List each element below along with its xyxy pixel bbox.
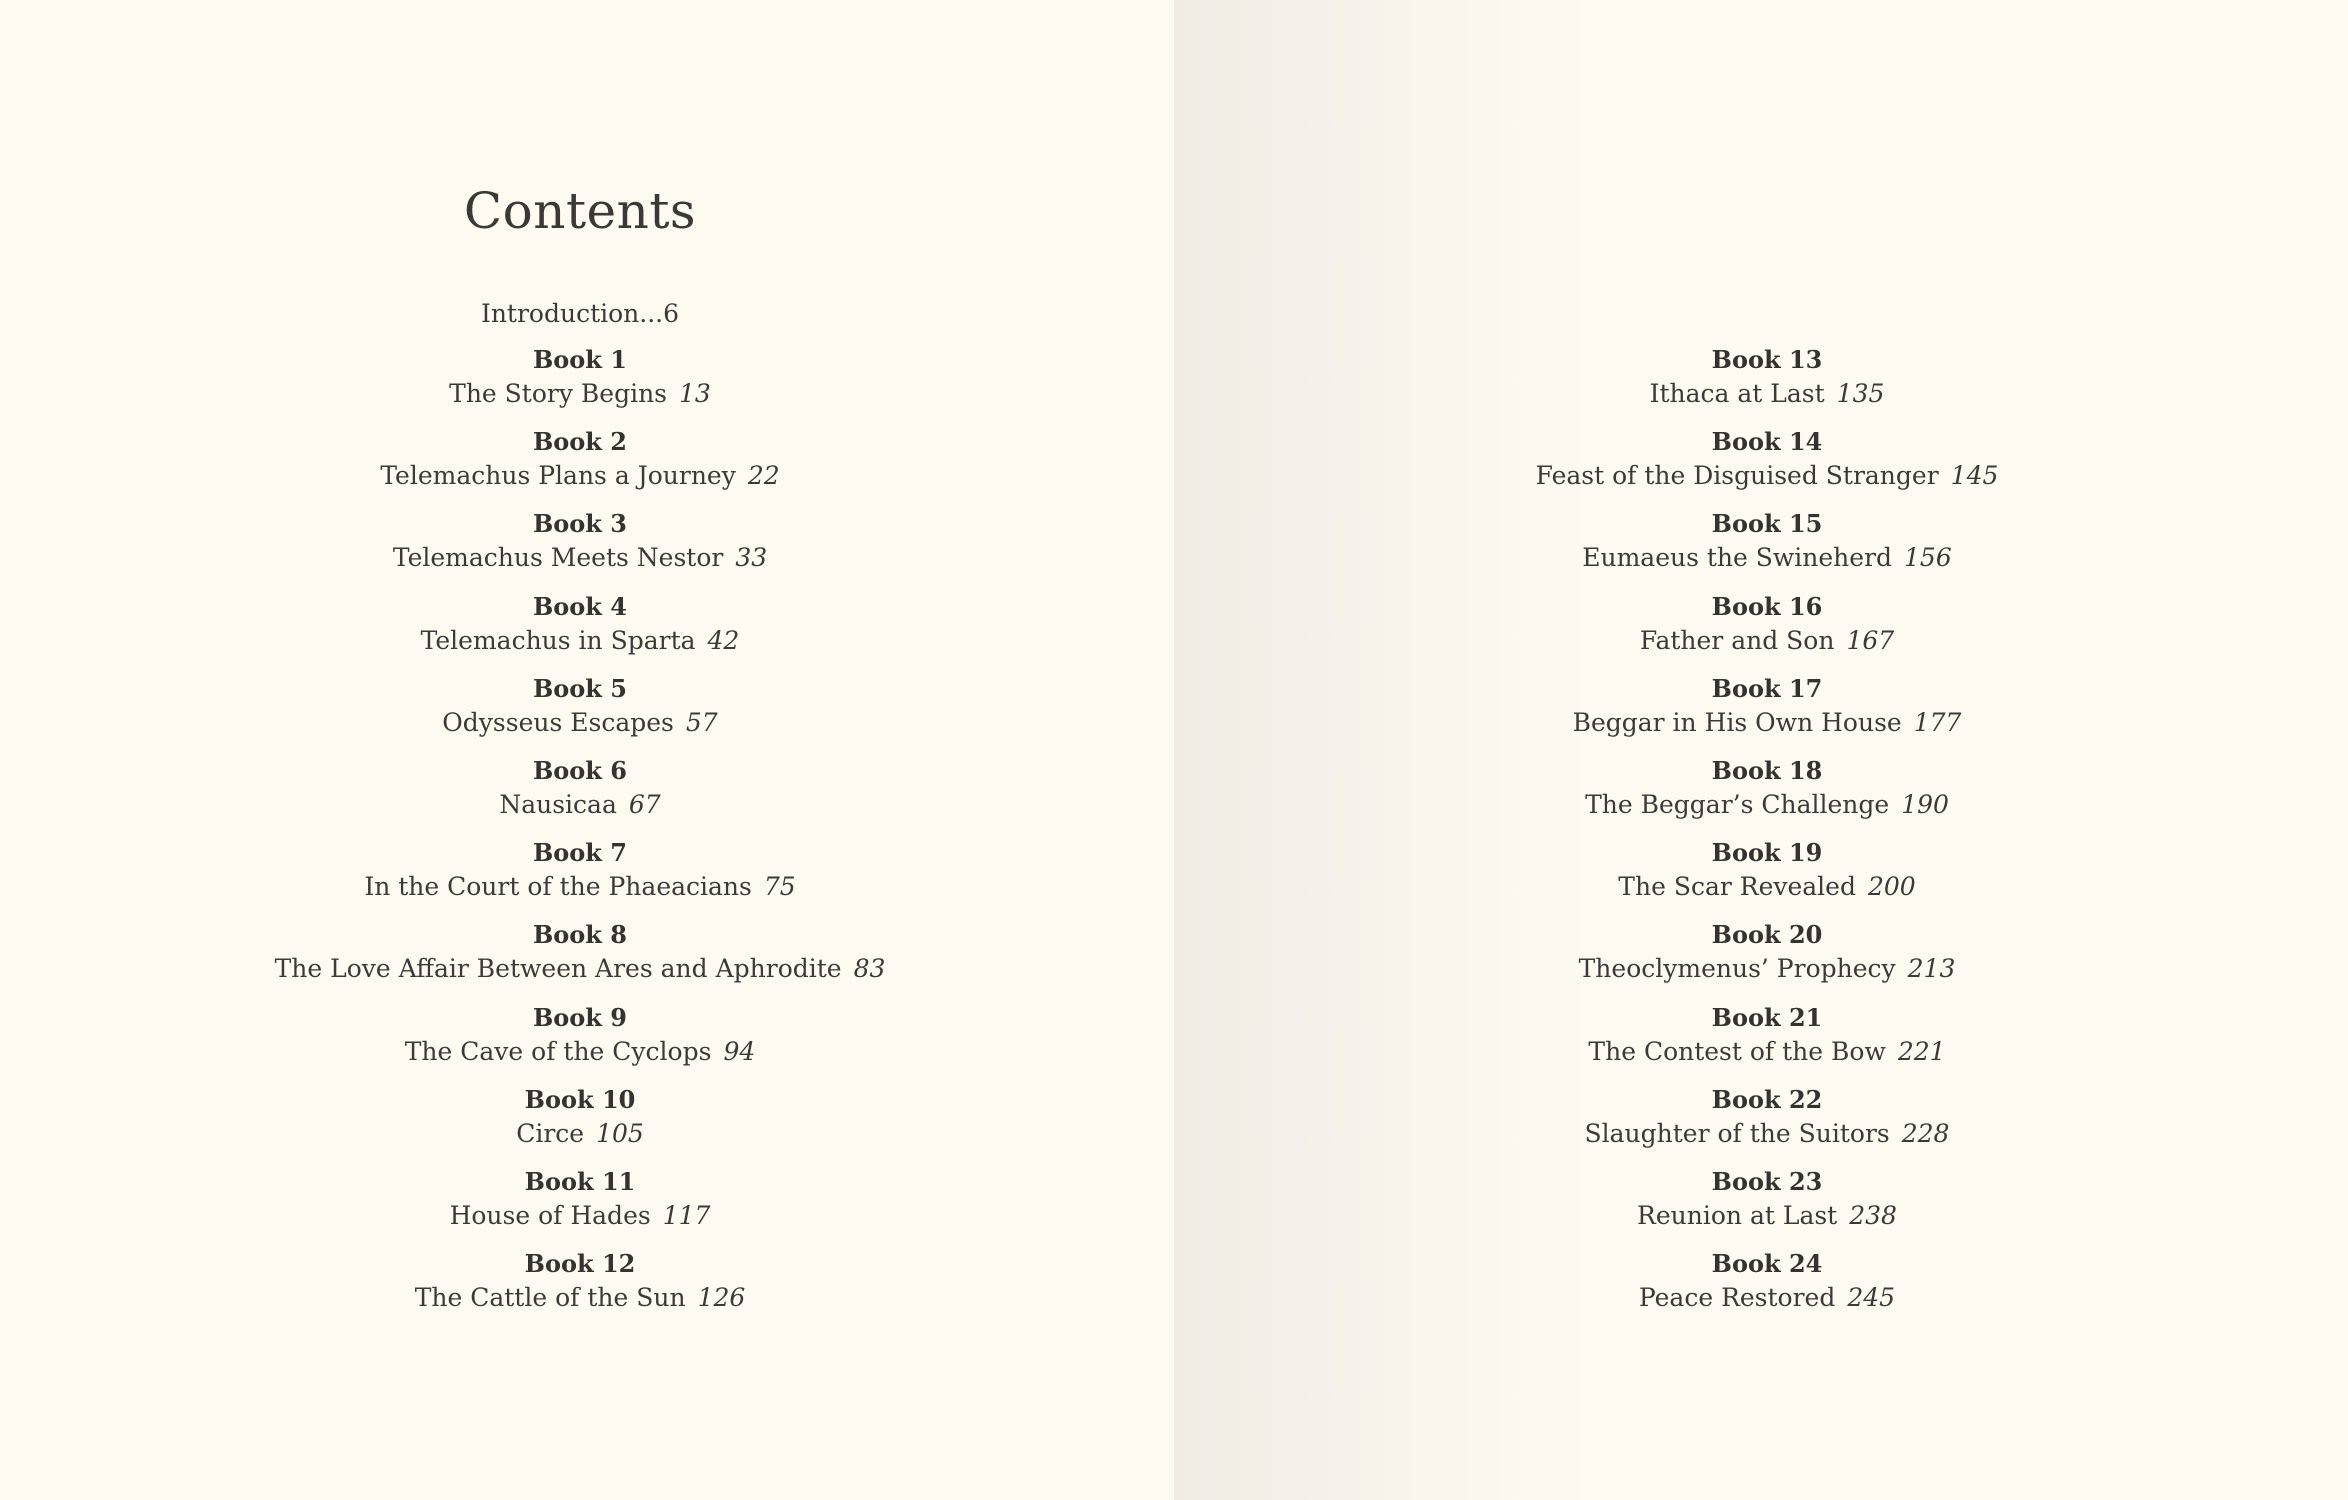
toc-list-left bbox=[0, 343, 1160, 1329]
toc-entry[interactable] bbox=[0, 1083, 1160, 1165]
book-label: Book 14 bbox=[1711, 427, 1823, 457]
chapter-line bbox=[0, 1117, 1160, 1151]
page-number: 213 bbox=[1907, 954, 1956, 984]
toc-entry[interactable] bbox=[0, 1165, 1160, 1247]
book-label: Book 10 bbox=[524, 1084, 636, 1114]
toc-entry[interactable] bbox=[0, 836, 1160, 918]
chapter-line bbox=[1174, 1281, 2348, 1315]
chapter-title: Circe bbox=[516, 1118, 585, 1148]
chapter-title: Telemachus in Sparta bbox=[420, 625, 696, 655]
right-page bbox=[1174, 0, 2348, 1500]
toc-entry[interactable] bbox=[1174, 425, 2348, 507]
book-label: Book 16 bbox=[1711, 591, 1823, 621]
page-number: 94 bbox=[723, 1036, 756, 1066]
chapter-title: The Cattle of the Sun bbox=[414, 1283, 686, 1313]
introduction-entry[interactable]: Introduction...6 bbox=[480, 299, 680, 328]
chapter-line bbox=[0, 377, 1160, 411]
book-label: Book 22 bbox=[1711, 1084, 1823, 1114]
page-number: 67 bbox=[628, 789, 661, 819]
book-label: Book 20 bbox=[1711, 920, 1823, 950]
page-number: 177 bbox=[1913, 707, 1962, 737]
chapter-title: The Scar Revealed bbox=[1618, 872, 1856, 902]
chapter-line bbox=[0, 1199, 1160, 1233]
chapter-line bbox=[0, 624, 1160, 658]
chapter-line bbox=[1174, 377, 2348, 411]
toc-entry[interactable] bbox=[0, 590, 1160, 672]
book-label: Book 6 bbox=[533, 755, 627, 785]
book-label: Book 12 bbox=[524, 1249, 636, 1279]
page-number: 167 bbox=[1846, 625, 1895, 655]
chapter-title: Reunion at Last bbox=[1637, 1200, 1838, 1230]
toc-entry[interactable] bbox=[1174, 672, 2348, 754]
book-label: Book 1 bbox=[533, 345, 627, 374]
page-number: 221 bbox=[1897, 1036, 1946, 1066]
page-number: 238 bbox=[1849, 1200, 1897, 1230]
toc-entry[interactable] bbox=[1174, 507, 2348, 589]
toc-entry[interactable] bbox=[1174, 918, 2348, 1000]
chapter-title: The Story Begins bbox=[449, 379, 668, 408]
chapter-line bbox=[0, 952, 1160, 986]
chapter-line bbox=[1174, 459, 2348, 493]
toc-entry[interactable] bbox=[0, 507, 1160, 589]
chapter-line bbox=[0, 1281, 1160, 1315]
page-number: 135 bbox=[1836, 379, 1885, 408]
toc-entry[interactable] bbox=[1174, 343, 2348, 425]
page-number: 190 bbox=[1901, 789, 1949, 819]
book-label: Book 15 bbox=[1711, 509, 1823, 539]
chapter-title: The Love Affair Between Ares and Aphrodite bbox=[274, 954, 842, 984]
page-number: 13 bbox=[679, 379, 711, 408]
chapter-title: In the Court of the Phaeacians bbox=[364, 872, 752, 902]
chapter-title: Ithaca at Last bbox=[1649, 379, 1825, 408]
toc-entry[interactable] bbox=[0, 1247, 1160, 1329]
page-number: 245 bbox=[1847, 1283, 1896, 1313]
book-label: Book 11 bbox=[524, 1166, 636, 1196]
toc-entry[interactable] bbox=[0, 425, 1160, 507]
page-number: 75 bbox=[763, 872, 796, 902]
chapter-line bbox=[0, 706, 1160, 740]
book-label: Book 9 bbox=[533, 1002, 627, 1032]
toc-entry[interactable] bbox=[0, 918, 1160, 1000]
toc-entry[interactable] bbox=[0, 672, 1160, 754]
chapter-title: Peace Restored bbox=[1638, 1283, 1836, 1313]
chapter-title: The Contest of the Bow bbox=[1588, 1036, 1886, 1066]
book-label: Book 5 bbox=[533, 673, 627, 703]
page-number: 42 bbox=[707, 625, 740, 655]
page-number: 22 bbox=[747, 461, 780, 491]
book-label: Book 19 bbox=[1711, 838, 1823, 868]
page-number: 105 bbox=[596, 1118, 644, 1148]
chapter-line bbox=[1174, 706, 2348, 740]
chapter-line bbox=[1174, 1035, 2348, 1069]
page-number: 228 bbox=[1901, 1118, 1950, 1148]
book-label: Book 7 bbox=[533, 838, 627, 868]
page-number: 57 bbox=[685, 707, 718, 737]
chapter-title: Nausicaa bbox=[499, 789, 617, 819]
book-label: Book 24 bbox=[1711, 1249, 1823, 1279]
page-number: 126 bbox=[697, 1283, 746, 1313]
book-label: Book 21 bbox=[1711, 1002, 1823, 1032]
chapter-title: House of Hades bbox=[449, 1200, 651, 1230]
toc-entry[interactable] bbox=[1174, 1247, 2348, 1329]
toc-entry[interactable] bbox=[1174, 1083, 2348, 1165]
toc-list-right bbox=[1174, 343, 2348, 1329]
chapter-title: Beggar in His Own House bbox=[1572, 707, 1902, 737]
page-number: 83 bbox=[853, 954, 886, 984]
toc-entry[interactable] bbox=[0, 343, 1160, 425]
chapter-title: Slaughter of the Suitors bbox=[1584, 1118, 1890, 1148]
chapter-line bbox=[1174, 870, 2348, 904]
book-label: Book 8 bbox=[533, 920, 627, 950]
chapter-title: Telemachus Plans a Journey bbox=[380, 461, 736, 491]
page-title: Contents bbox=[463, 182, 697, 240]
toc-entry[interactable] bbox=[1174, 754, 2348, 836]
toc-entry[interactable] bbox=[1174, 836, 2348, 918]
chapter-title: Father and Son bbox=[1639, 625, 1835, 655]
chapter-title: Eumaeus the Swineherd bbox=[1582, 543, 1893, 573]
toc-entry[interactable] bbox=[1174, 1001, 2348, 1083]
toc-entry[interactable] bbox=[1174, 590, 2348, 672]
toc-entry[interactable] bbox=[1174, 1165, 2348, 1247]
chapter-line bbox=[0, 1035, 1160, 1069]
page-number: 145 bbox=[1950, 461, 1999, 491]
chapter-title: The Cave of the Cyclops bbox=[404, 1036, 712, 1066]
chapter-line bbox=[1174, 788, 2348, 822]
chapter-line bbox=[1174, 952, 2348, 986]
toc-entry[interactable] bbox=[0, 754, 1160, 836]
book-label: Book 13 bbox=[1711, 345, 1823, 374]
chapter-line bbox=[1174, 624, 2348, 658]
chapter-line bbox=[0, 459, 1160, 493]
chapter-line bbox=[0, 541, 1160, 575]
book-label: Book 23 bbox=[1711, 1166, 1823, 1196]
chapter-line bbox=[1174, 541, 2348, 575]
chapter-line bbox=[1174, 1199, 2348, 1233]
book-label: Book 2 bbox=[533, 427, 627, 457]
chapter-title: Theoclymenus’ Prophecy bbox=[1578, 954, 1896, 984]
chapter-title: Telemachus Meets Nestor bbox=[392, 543, 724, 573]
book-label: Book 18 bbox=[1711, 755, 1823, 785]
book-label: Book 3 bbox=[533, 509, 627, 539]
chapter-title: The Beggar’s Challenge bbox=[1585, 789, 1890, 819]
book-label: Book 4 bbox=[533, 591, 627, 621]
chapter-line bbox=[1174, 1117, 2348, 1151]
chapter-title: Feast of the Disguised Stranger bbox=[1535, 461, 1939, 491]
chapter-line bbox=[0, 870, 1160, 904]
page-number: 200 bbox=[1867, 872, 1916, 902]
page-number: 117 bbox=[662, 1200, 711, 1230]
chapter-title: Odysseus Escapes bbox=[442, 707, 674, 737]
chapter-line bbox=[0, 788, 1160, 822]
toc-entry[interactable] bbox=[0, 1001, 1160, 1083]
page-number: 33 bbox=[735, 543, 768, 573]
book-label: Book 17 bbox=[1711, 673, 1823, 703]
page-number: 156 bbox=[1904, 543, 1952, 573]
